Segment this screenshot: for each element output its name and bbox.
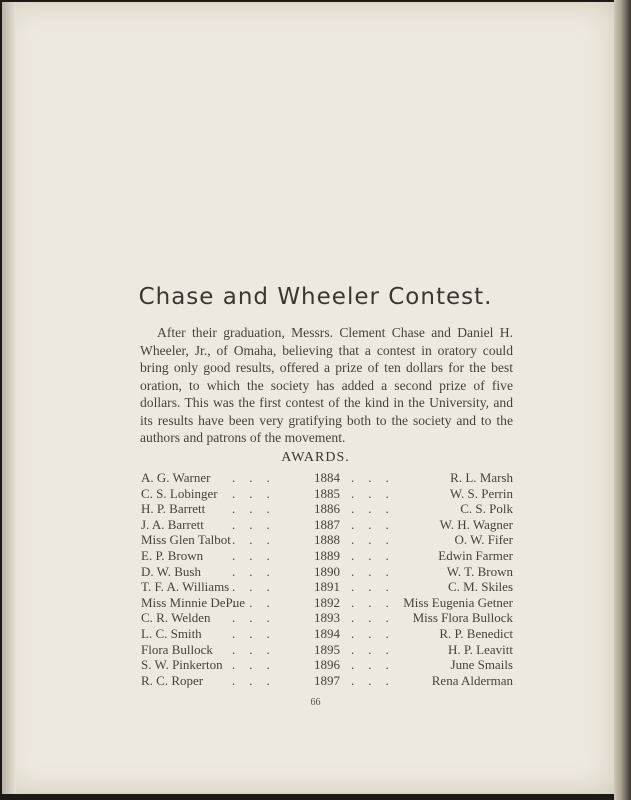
leader-dots: ...	[232, 516, 284, 532]
first-place-name: L. C. Smith	[141, 626, 202, 641]
leader-dots: ...	[232, 485, 284, 501]
leader-dots: ...	[351, 626, 403, 641]
second-place-name: C. S. Polk	[460, 501, 513, 517]
second-place-name: O. W. Fifer	[454, 532, 513, 548]
award-row	[0, 501, 631, 517]
award-row	[0, 517, 631, 533]
award-row	[0, 532, 631, 548]
intro-paragraph: After their graduation, Messrs. Clement Chase and Daniel H. Wheeler, Jr., of Omaha, believing that a contest in oratory could bring only good results, offered a prize of ten dollars for the best oration, to which the society has added a second prize of five dollars. This was the first contest of the kind in the University, and its results have been very gratifying both to the society and to the authors and patrons of the movement.	[140, 325, 513, 445]
award-year: 1894	[314, 626, 340, 641]
leader-dots: ...	[351, 485, 403, 501]
first-place-name: R. C. Roper	[141, 672, 204, 688]
award-row	[0, 579, 631, 595]
award-row	[0, 486, 631, 502]
leader-dots: ...	[351, 532, 403, 548]
award-row	[0, 642, 631, 658]
award-row	[0, 626, 631, 642]
award-row	[0, 470, 631, 486]
award-row	[0, 610, 631, 626]
second-place-name: Miss Eugenia Getner	[403, 594, 513, 610]
award-year: 1893	[314, 610, 340, 626]
award-year: 1890	[314, 563, 340, 579]
second-place-name: Edwin Farmer	[438, 548, 513, 563]
award-year: 1896	[314, 657, 340, 673]
first-place-name: Miss Glen Talbot	[141, 532, 231, 548]
first-place-name: T. F. A. Williams	[141, 579, 230, 595]
second-place-name: R. P. Benedict	[439, 626, 513, 641]
leader-dots: ...	[351, 672, 403, 688]
second-place-name: C. M. Skiles	[447, 579, 513, 595]
first-place-name: D. W. Bush	[141, 563, 201, 579]
leader-dots: ...	[351, 657, 403, 673]
leader-dots: ...	[351, 470, 403, 485]
award-row	[0, 657, 631, 673]
leader-dots: ...	[232, 532, 284, 548]
award-year: 1887	[314, 516, 340, 532]
second-place-name: R. L. Marsh	[450, 470, 513, 485]
second-place-name: W. S. Perrin	[449, 485, 513, 501]
first-place-name: J. A. Barrett	[141, 516, 204, 532]
leader-dots: ...	[232, 501, 284, 517]
leader-dots: ...	[232, 657, 284, 673]
second-place-name: W. H. Wagner	[439, 516, 513, 532]
leader-dots: ...	[232, 594, 284, 610]
leader-dots: ...	[351, 641, 403, 657]
awards-heading: AWARDS.	[281, 450, 350, 465]
leader-dots: ...	[232, 563, 284, 579]
award-row	[0, 673, 631, 689]
award-year: 1895	[314, 641, 340, 657]
first-place-name: Miss Minnie DePue	[141, 594, 245, 610]
second-place-name: Miss Flora Bullock	[412, 610, 513, 626]
award-row	[0, 548, 631, 564]
first-place-name: S. W. Pinkerton	[141, 657, 223, 673]
second-place-name: June Smails	[450, 657, 513, 673]
leader-dots: ...	[232, 579, 284, 595]
award-year: 1885	[314, 485, 340, 501]
award-year: 1897	[314, 672, 340, 688]
leader-dots: ...	[232, 548, 284, 563]
leader-dots: ...	[351, 563, 403, 579]
leader-dots: ...	[351, 548, 403, 563]
first-place-name: H. P. Barrett	[141, 501, 206, 517]
leader-dots: ...	[351, 594, 403, 610]
leader-dots: ...	[232, 626, 284, 641]
first-place-name: A. G. Warner	[141, 470, 211, 485]
leader-dots: ...	[232, 470, 284, 485]
second-place-name: H. P. Leavitt	[448, 641, 513, 657]
second-place-name: Rena Alderman	[431, 672, 513, 688]
award-year: 1886	[314, 501, 340, 517]
second-place-name: W. T. Brown	[446, 563, 513, 579]
leader-dots: ...	[351, 516, 403, 532]
first-place-name: C. S. Lobinger	[141, 485, 218, 501]
award-year: 1888	[314, 532, 340, 548]
leader-dots: ...	[351, 610, 403, 626]
first-place-name: Flora Bullock	[141, 641, 213, 657]
page-number: 66	[310, 697, 321, 708]
page-title: Chase and Wheeler Contest.	[138, 284, 493, 310]
first-place-name: C. R. Welden	[141, 610, 211, 626]
leader-dots: ...	[232, 641, 284, 657]
award-year: 1892	[314, 594, 340, 610]
award-year: 1891	[314, 579, 340, 595]
award-row	[0, 564, 631, 580]
award-row	[0, 595, 631, 611]
award-year: 1884	[314, 470, 340, 485]
award-year: 1889	[314, 548, 340, 563]
leader-dots: ...	[232, 610, 284, 626]
leader-dots: ...	[351, 501, 403, 517]
first-place-name: E. P. Brown	[141, 548, 204, 563]
leader-dots: ...	[351, 579, 403, 595]
leader-dots: ...	[232, 672, 284, 688]
